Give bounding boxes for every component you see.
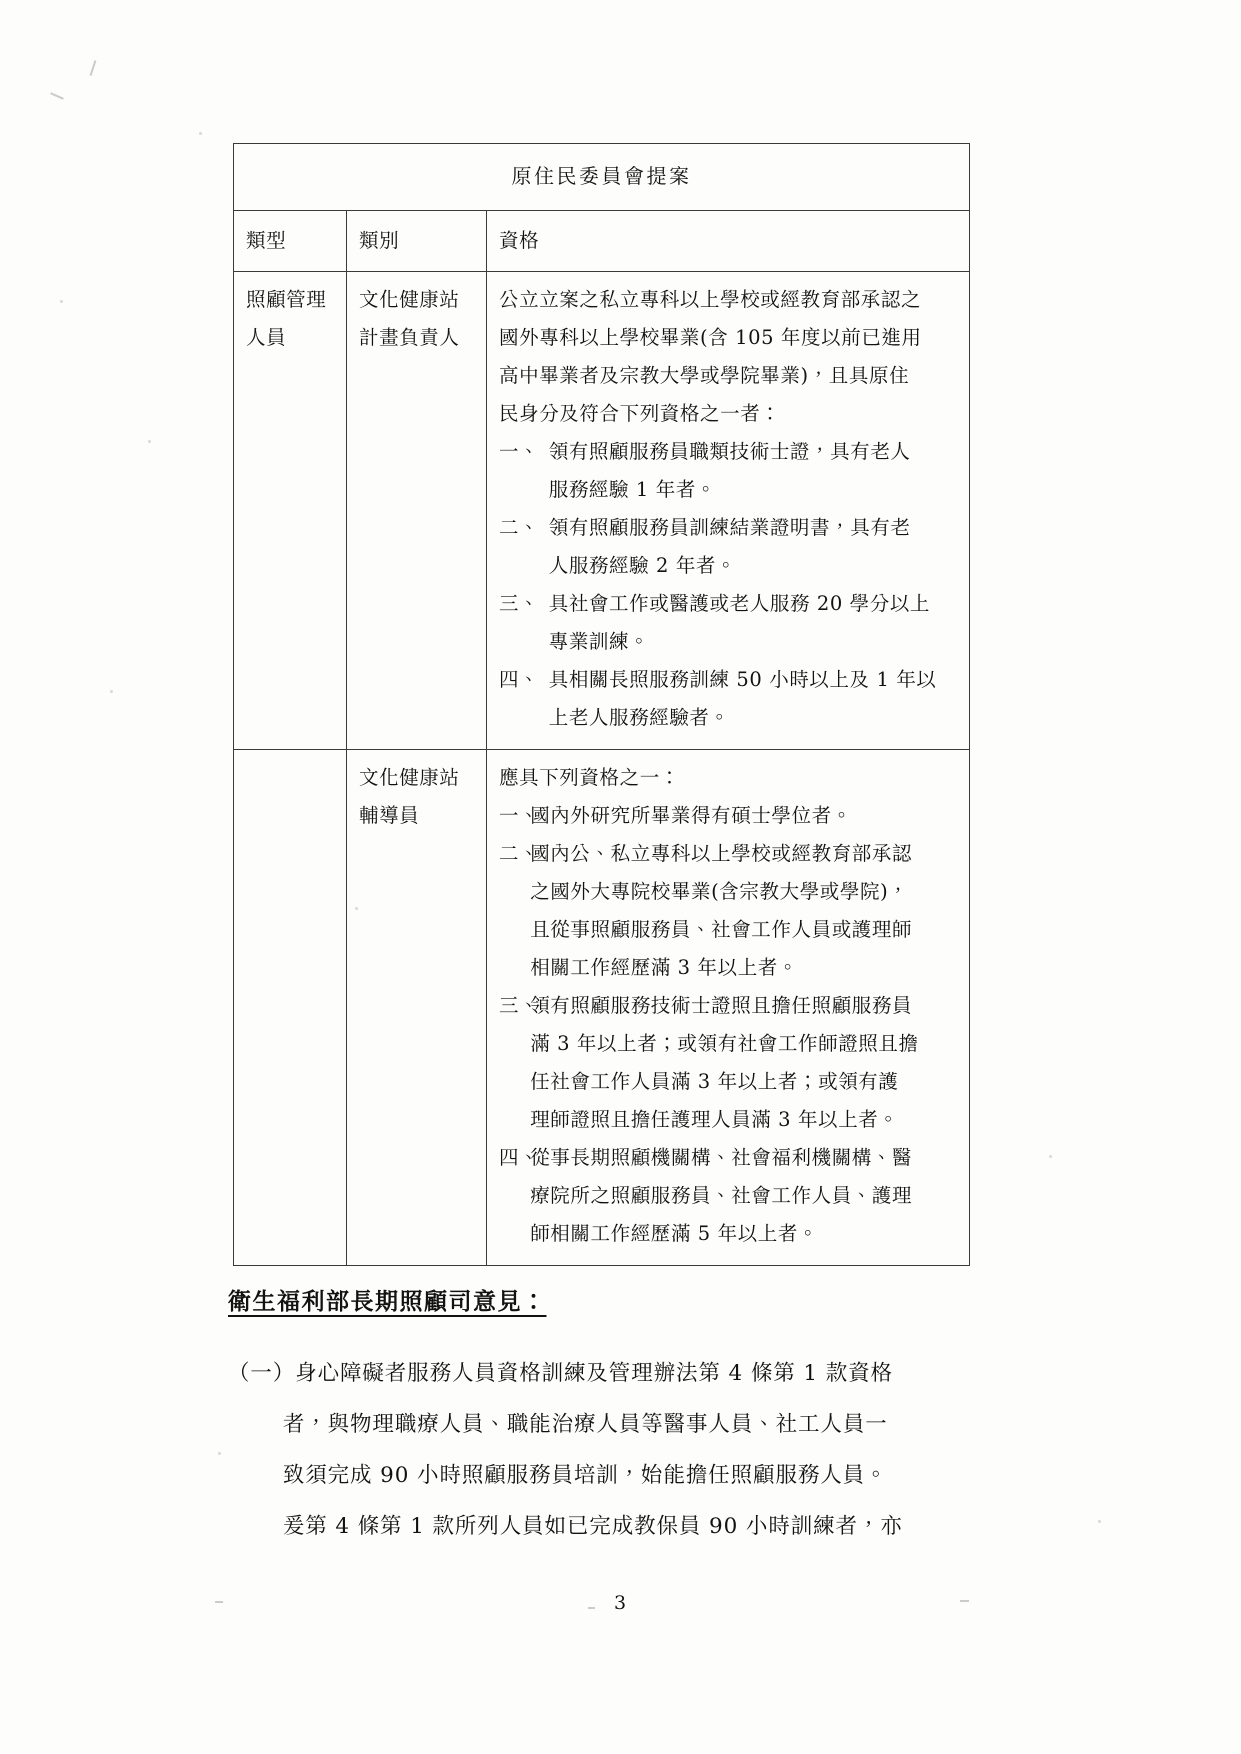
qualification-item-cont: 專業訓練。 [548,630,650,654]
qualification-item [499,585,959,623]
qualification-item-cont: 療院所之照顧服務員、社會工作人員、護理 [530,1184,913,1208]
cell-type-line: 人員 [246,326,287,350]
paragraph-marker: （一） [228,1361,296,1386]
paragraph-line: 者，與物理職療人員、職能治療人員等醫事人員、社工人員一 [282,1412,888,1438]
qualification-item-cont: 任社會工作人員滿 3 年以上者；或領有護 [530,1070,899,1094]
item-text: 領有照顧服務技術士證照且擔任照顧服務員 [530,994,913,1018]
table-title-cell: 原住民委員會提案 [234,144,970,211]
item-text: 領有照顧服務員職類技術士證，具有老人 [548,440,911,464]
cell-category-line: 文化健康站 [359,766,460,790]
column-header-qualification: 資格 [487,211,970,272]
opinion-paragraph [228,1348,988,1553]
qualification-item-cont: 相關工作經歷滿 3 年以上者。 [530,956,798,980]
cell-qualification [487,750,970,1266]
qualification-item [499,835,959,873]
column-header-category: 類別 [347,211,487,272]
table-header-row [234,211,970,272]
page-number: 3 [613,1592,628,1614]
item-text: 具社會工作或醫護或老人服務 20 學分以上 [548,592,931,616]
item-marker: 四、 [499,1146,540,1170]
scan-speck [1098,1520,1101,1523]
item-marker: 四、 [499,668,540,692]
qualification-item-cont: 人服務經驗 2 年者。 [548,554,737,578]
item-marker: 二、 [499,842,540,866]
qualification-intro-line: 民身分及符合下列資格之一者： [499,402,781,426]
scan-speck [148,440,151,443]
table-row [234,750,970,1266]
table-row [234,272,970,750]
paragraph-first-line [228,1348,988,1399]
item-marker: 三、 [499,994,540,1018]
qualification-item-cont: 滿 3 年以上者；或領有社會工作師證照且擔 [530,1032,919,1056]
cell-type [234,750,347,1266]
cell-type [234,272,347,750]
column-header-type: 類型 [234,211,347,272]
qualification-item-cont: 上老人服務經驗者。 [548,706,730,730]
scan-speck [199,132,202,135]
paragraph-text: 身心障礙者服務人員資格訓練及管理辦法第 4 條第 1 款資格 [295,1361,893,1386]
item-marker: 一、 [499,440,540,464]
item-marker: 一、 [499,804,540,828]
scan-artifact-mark [90,60,97,76]
qualification-item [499,433,959,471]
cell-qualification [487,272,970,750]
item-text: 國內公、私立專科以上學校或經教育部承認 [530,842,913,866]
item-marker: 三、 [499,592,540,616]
scan-speck [110,690,113,693]
paragraph-line: 致須完成 90 小時照顧服務員培訓，始能擔任照顧服務人員。 [282,1463,888,1489]
section-heading: 衛生福利部長期照顧司意見： [228,1288,547,1315]
qualification-item-cont: 師相關工作經歷滿 5 年以上者。 [530,1222,819,1246]
qualification-item-cont: 之國外大專院校畢業(含宗教大學或學院)， [530,880,909,904]
qualification-item [499,1139,959,1177]
item-text: 具相關長照服務訓練 50 小時以上及 1 年以 [548,668,937,692]
table-title-row [234,144,970,211]
cell-category-line: 輔導員 [359,804,420,828]
cell-type-line: 照顧管理 [246,288,327,312]
qualification-intro-line: 國外專科以上學校畢業(含 105 年度以前已進用 [499,326,922,350]
proposal-table [233,143,970,1266]
scan-speck [60,300,63,303]
qualification-item [499,661,959,699]
qualification-item-cont: 理師證照且擔任護理人員滿 3 年以上者。 [530,1108,899,1132]
item-text: 國內外研究所畢業得有碩士學位者。 [530,804,852,828]
cell-category-line: 文化健康站 [359,288,460,312]
qualification-item [499,797,959,835]
cell-category-line: 計畫負責人 [359,326,460,350]
qualification-item-cont: 且從事照顧服務員、社會工作人員或護理師 [530,918,913,942]
scan-speck [1049,1155,1052,1158]
qualification-intro-line: 高中畢業者及宗教大學或學院畢業)，且具原住 [499,364,910,388]
qualification-item [499,509,959,547]
paragraph-line: 爰第 4 條第 1 款所列人員如已完成教保員 90 小時訓練者，亦 [282,1514,903,1540]
qualification-intro-line: 應具下列資格之一： [499,766,680,790]
scan-artifact-mark [50,92,64,100]
item-marker: 二、 [499,516,540,540]
item-text: 領有照顧服務員訓練結業證明書，具有老 [548,516,911,540]
qualification-item [499,987,959,1025]
qualification-item-cont: 服務經驗 1 年者。 [548,478,717,502]
qualification-intro-line: 公立立案之私立專科以上學校或經教育部承認之 [499,288,922,312]
item-text: 從事長期照顧機關構、社會福利機關構、醫 [530,1146,913,1170]
scan-speck [218,1452,221,1455]
cell-category [347,750,487,1266]
cell-category [347,272,487,750]
